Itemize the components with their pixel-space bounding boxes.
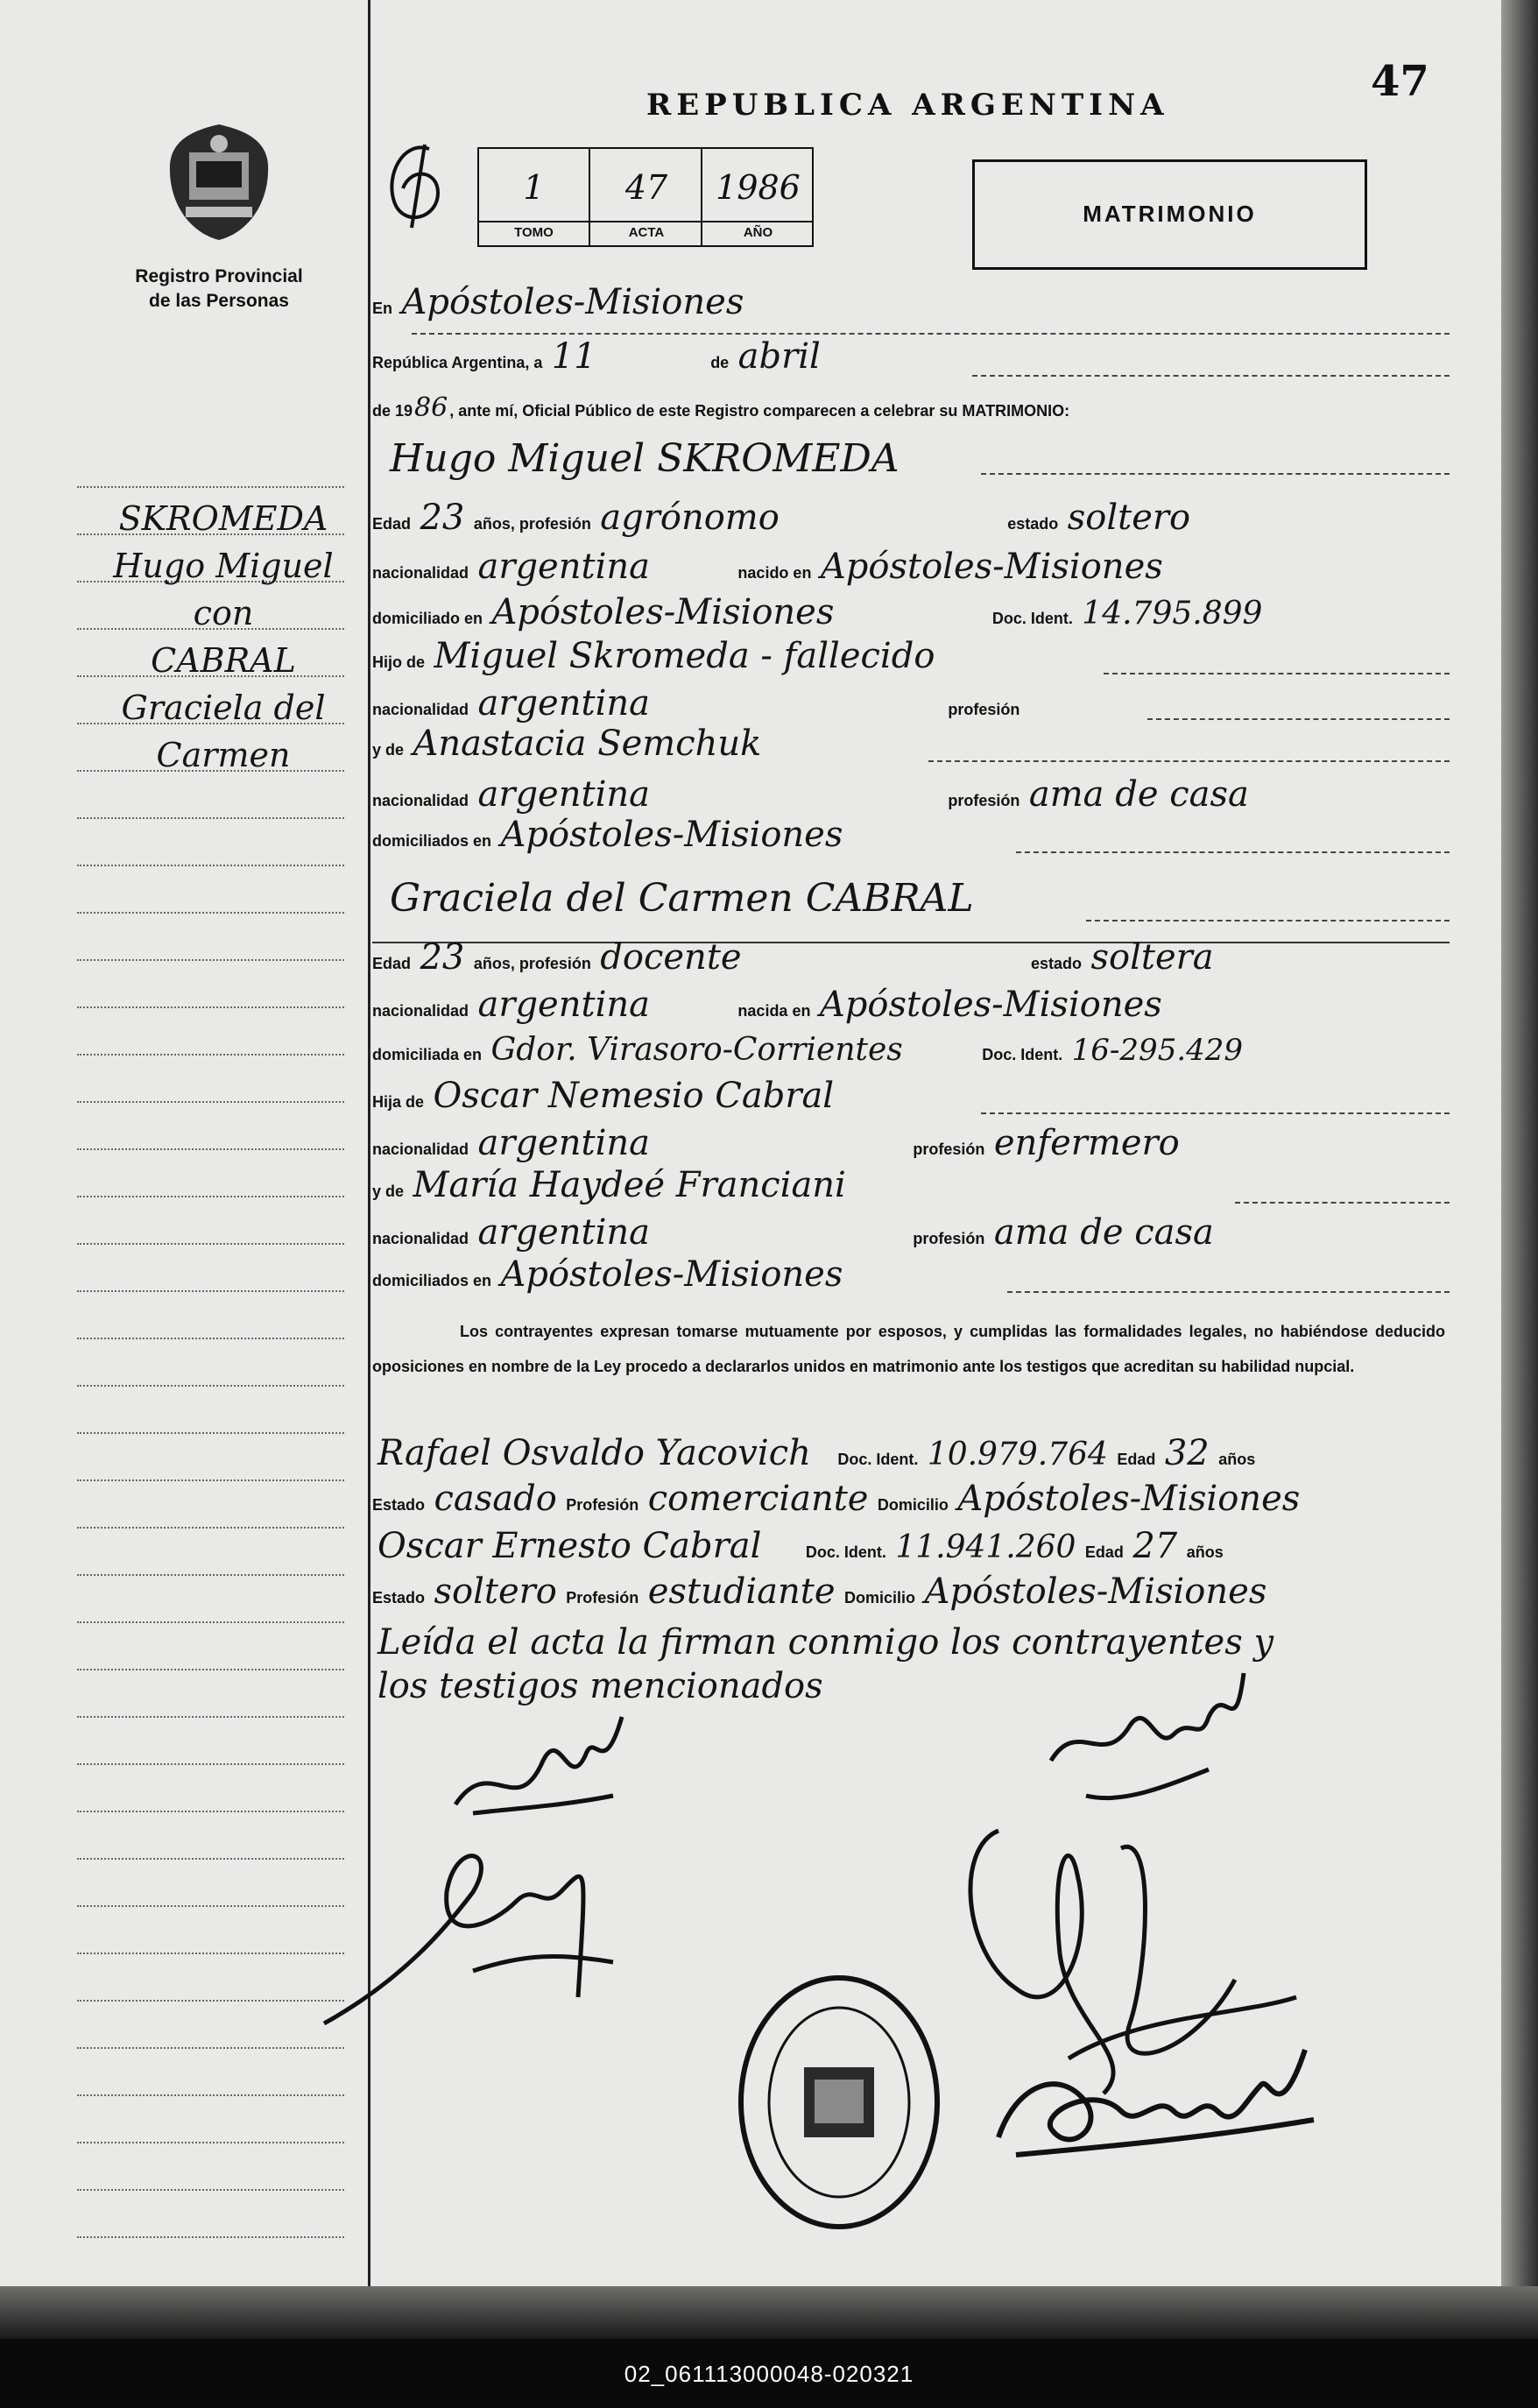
underline <box>981 473 1450 475</box>
closing-line-1 <box>372 1622 1485 1663</box>
bride-mother-nat-row <box>372 1212 1485 1253</box>
margin-ruled-line <box>77 1763 344 1765</box>
groom-father-row <box>372 636 1485 676</box>
witness-2-doc: 11.941.260 <box>895 1529 1076 1565</box>
witness-2-estado-label: Estado <box>372 1589 426 1607</box>
groom-edad: 23 <box>420 498 465 538</box>
margin-ruled-line <box>77 1811 344 1812</box>
witness-2-domicilio: Apóstoles-Misiones <box>924 1571 1267 1612</box>
footer-id: 02_061113000048-020321 <box>624 2361 914 2387</box>
underline <box>412 333 1450 335</box>
witness-2-dom-label: Domicilio <box>844 1589 916 1607</box>
groom-nationality-row <box>372 547 1485 587</box>
witness-2-name: Oscar Ernesto Cabral <box>377 1526 762 1566</box>
margin-ruled-line <box>77 912 344 914</box>
bride-edad-label: Edad <box>372 955 412 972</box>
bride-mother-profesion: ama de casa <box>993 1212 1214 1253</box>
margin-ruled-line <box>77 1290 344 1292</box>
margin-ruled-line <box>77 817 344 819</box>
bride-domicilio: Gdor. Virasoro-Corrientes <box>490 1032 903 1068</box>
intro-place-row <box>372 282 1485 322</box>
underline <box>1016 851 1450 853</box>
country-title: REPUBLICA ARGENTINA <box>646 88 1169 123</box>
ceremony-month: abril <box>737 336 821 377</box>
acta-label: ACTA <box>590 221 702 240</box>
margin-ruled-line <box>77 1243 344 1245</box>
witness-1-doc-label: Doc. Ident. <box>837 1451 919 1468</box>
groom-mother-nat-row <box>372 774 1485 815</box>
bride-mother-nacionalidad: argentina <box>477 1212 650 1253</box>
witness-1-profesion: comerciante <box>647 1479 869 1519</box>
underline <box>972 375 1450 377</box>
groom-mother-name: Anastacia Semchuk <box>413 724 762 764</box>
bride-profesion: docente <box>600 937 742 978</box>
groom-hijo-label: Hijo de <box>372 653 426 671</box>
witness-2-profesion: estudiante <box>647 1571 836 1612</box>
groom-nacionalidad: argentina <box>477 547 650 587</box>
bride-nationality-row <box>372 985 1485 1025</box>
groom-dom-label: domiciliado en <box>372 610 483 627</box>
margin-ruled-line <box>77 1196 344 1197</box>
de-label: de <box>710 354 730 371</box>
bride-father-name: Oscar Nemesio Cabral <box>433 1076 835 1116</box>
bride-estado: soltera <box>1090 937 1214 978</box>
bride-edad: 23 <box>420 937 465 978</box>
ceremony-year: 86 <box>414 392 448 423</box>
ano-value: 1986 <box>716 168 801 207</box>
groom-father-nacionalidad: argentina <box>477 683 650 724</box>
registry-line-1: Registro Provincial <box>135 266 303 286</box>
ceremony-place: Apóstoles-Misiones <box>401 282 744 322</box>
margin-ruled-line <box>77 486 344 488</box>
underline <box>1147 718 1450 720</box>
margin-ruled-line <box>77 1574 344 1576</box>
legal-declaration: Los contrayentes expresan tomarse mutuamente por esposos, y cumplidas las formalidades legales, no habiéndose deducido oposiciones en nombre de la Ley procedo a declararlos unidos en matrimonio ante los testigos que acreditan su habilidad nupcial. <box>372 1323 1445 1375</box>
groom-parents-dom-row <box>372 815 1485 855</box>
underline <box>1235 1202 1450 1204</box>
margin-ruled-line <box>77 865 344 866</box>
margin-ruled-line <box>77 2189 344 2191</box>
margin-ruled-line <box>77 959 344 961</box>
groom-yde-label: y de <box>372 741 405 759</box>
bride-doc: 16-295.429 <box>1071 1033 1244 1068</box>
signature-witness-1-icon <box>298 1822 666 2050</box>
margin-ruled-line <box>77 1054 344 1056</box>
provincial-emblem-icon <box>163 121 275 244</box>
witness-1-domicilio: Apóstoles-Misiones <box>957 1479 1301 1519</box>
bride-nac-label: nacionalidad <box>372 1002 469 1020</box>
bride-parents-dom-label: domiciliados en <box>372 1272 492 1289</box>
bride-father-nac-label: nacionalidad <box>372 1140 469 1158</box>
groom-age-row <box>372 498 1485 538</box>
bride-mother-name: María Haydeé Franciani <box>413 1165 846 1205</box>
ano-label: AÑO <box>702 221 814 240</box>
underline <box>1104 673 1450 674</box>
margin-ruled-line <box>77 2142 344 2143</box>
witness-2-prof-label: Profesión <box>566 1589 639 1607</box>
groom-parents-domicilio: Apóstoles-Misiones <box>500 815 843 855</box>
witness-2-details-row <box>372 1571 1485 1612</box>
bride-parents-dom-row <box>372 1254 1485 1295</box>
bride-father-prof-label: profesión <box>913 1140 985 1158</box>
ano-cell <box>701 149 814 245</box>
signature-groom-icon <box>438 1699 639 1840</box>
ceremony-day: 11 <box>551 336 596 377</box>
groom-father-nac-label: nacionalidad <box>372 701 469 718</box>
bride-anos-prof-label: años, profesión <box>473 955 591 972</box>
margin-ruled-line <box>77 1669 344 1670</box>
witness-1-row <box>372 1433 1485 1473</box>
margin-note-line-3: con <box>193 594 254 632</box>
margin-ruled-line <box>77 1432 344 1434</box>
page-bottom-shadow <box>0 2286 1538 2339</box>
witness-1-anos-label: años <box>1218 1451 1256 1468</box>
groom-profesion: agrónomo <box>600 498 780 538</box>
groom-anos-prof-label: años, profesión <box>473 515 591 533</box>
witness-1-estado-label: Estado <box>372 1496 426 1514</box>
tomo-cell <box>479 149 589 245</box>
bride-name-row <box>372 876 1485 921</box>
bride-hija-label: Hija de <box>372 1093 425 1111</box>
groom-doc: 14.795.899 <box>1082 596 1263 632</box>
margin-note-line-6: Carmen <box>156 736 291 774</box>
groom-mother-nacionalidad: argentina <box>477 774 650 815</box>
margin-note-line-1: SKROMEDA <box>118 499 328 538</box>
registry-name <box>114 265 324 314</box>
groom-nacido-label: nacido en <box>737 564 812 582</box>
record-type-label: MATRIMONIO <box>1083 201 1257 227</box>
bride-mother-prof-label: profesión <box>913 1230 985 1247</box>
witness-1-edad-label: Edad <box>1117 1451 1156 1468</box>
underline <box>1086 920 1450 922</box>
margin-ruled-line <box>77 1338 344 1339</box>
witness-1-details-row <box>372 1479 1485 1519</box>
intro-year-row <box>372 392 1485 423</box>
groom-estado-label: estado <box>1007 515 1059 533</box>
en-label: En <box>372 300 393 317</box>
bride-father-profesion: enfermero <box>993 1123 1180 1163</box>
tomo-label: TOMO <box>479 221 589 240</box>
symbol-mark-icon <box>377 140 455 237</box>
bride-nacionalidad: argentina <box>477 985 650 1025</box>
margin-ruled-line <box>77 1716 344 1718</box>
bride-mother-nac-label: nacionalidad <box>372 1230 469 1247</box>
signature-official-icon <box>981 2032 1331 2181</box>
witness-2-edad-label: Edad <box>1084 1543 1124 1561</box>
groom-edad-label: Edad <box>372 515 412 533</box>
witness-1-prof-label: Profesión <box>566 1496 639 1514</box>
witness-1-doc: 10.979.764 <box>927 1437 1108 1472</box>
witness-1-name: Rafael Osvaldo Yacovich <box>377 1433 811 1473</box>
margin-ruled-line <box>77 1006 344 1008</box>
groom-father-prof-label: profesión <box>948 701 1020 718</box>
bride-age-row <box>372 937 1485 978</box>
bride-estado-label: estado <box>1031 955 1083 972</box>
bride-domicile-row <box>372 1032 1485 1068</box>
bride-nacida: Apóstoles-Misiones <box>819 985 1162 1025</box>
record-reference-box <box>477 147 814 247</box>
margin-ruled-line <box>77 1101 344 1103</box>
groom-estado: soltero <box>1067 498 1191 538</box>
margin-ruled-line <box>77 1385 344 1387</box>
acta-cell <box>589 149 702 245</box>
groom-domicile-row <box>372 592 1485 632</box>
witness-2-anos-label: años <box>1186 1543 1224 1561</box>
acta-value: 47 <box>624 168 668 207</box>
closing-text-1: Leída el acta la firman conmigo los contrayentes y <box>377 1622 1274 1663</box>
margin-note-line-5: Graciela del <box>121 689 326 727</box>
margin-ruled-line <box>77 1621 344 1623</box>
page-number: 47 <box>1371 57 1429 106</box>
bride-mother-row <box>372 1165 1485 1205</box>
witness-1-estado: casado <box>434 1479 557 1519</box>
bride-name: Graciela del Carmen CABRAL <box>390 876 974 921</box>
margin-note-line-4: CABRAL <box>151 641 296 680</box>
bride-doc-label: Doc. Ident. <box>982 1046 1063 1063</box>
margin-ruled-line <box>77 1527 344 1529</box>
groom-mother-nac-label: nacionalidad <box>372 792 469 809</box>
intro-text: , ante mí, Oficial Público de este Registro comparecen a celebrar su MATRIMONIO: <box>449 402 1070 420</box>
witness-2-doc-label: Doc. Ident. <box>805 1543 886 1561</box>
groom-name: Hugo Miguel SKROMEDA <box>390 436 900 481</box>
registry-line-2: de las Personas <box>149 291 289 311</box>
margin-ruled-line <box>77 1479 344 1481</box>
groom-doc-label: Doc. Ident. <box>991 610 1073 627</box>
bride-father-nacionalidad: argentina <box>477 1123 650 1163</box>
groom-nac-label: nacionalidad <box>372 564 469 582</box>
tomo-value: 1 <box>523 168 545 207</box>
groom-mother-profesion: ama de casa <box>1028 774 1249 815</box>
groom-domicilio: Apóstoles-Misiones <box>491 592 835 632</box>
underline <box>1007 1291 1450 1293</box>
bride-yde-label: y de <box>372 1183 405 1200</box>
intro-date-row <box>372 336 1485 377</box>
underline <box>981 1112 1450 1114</box>
witness-2-edad: 27 <box>1132 1526 1178 1566</box>
groom-nacido: Apóstoles-Misiones <box>820 547 1163 587</box>
witness-2-estado: soltero <box>434 1571 557 1612</box>
witness-2-row <box>372 1526 1485 1566</box>
closing-text-2: los testigos mencionados <box>377 1666 823 1706</box>
bride-parents-domicilio: Apóstoles-Misiones <box>500 1254 843 1295</box>
bride-father-nat-row <box>372 1123 1485 1163</box>
witness-1-edad: 32 <box>1164 1433 1210 1473</box>
bride-dom-label: domiciliada en <box>372 1046 483 1063</box>
groom-mother-prof-label: profesión <box>948 792 1020 809</box>
groom-father-name: Miguel Skromeda - fallecido <box>434 636 935 676</box>
groom-parents-dom-label: domiciliados en <box>372 832 492 850</box>
bride-nacida-label: nacida en <box>737 1002 811 1020</box>
margin-note-line-2: Hugo Miguel <box>113 547 334 585</box>
groom-father-profesion <box>1019 683 1030 724</box>
margin-ruled-line <box>77 2236 344 2238</box>
republic-label: República Argentina, a <box>372 354 543 371</box>
year-prefix: de 19 <box>372 402 413 420</box>
underline <box>928 760 1450 762</box>
groom-mother-row <box>372 724 1485 764</box>
witness-1-dom-label: Domicilio <box>877 1496 949 1514</box>
margin-ruled-line <box>77 2094 344 2096</box>
page-edge-shadow <box>1501 0 1538 2286</box>
margin-ruled-line <box>77 1148 344 1150</box>
bride-father-row <box>372 1076 1485 1116</box>
official-stamp-icon <box>734 1971 944 2234</box>
record-type-box <box>972 159 1367 270</box>
